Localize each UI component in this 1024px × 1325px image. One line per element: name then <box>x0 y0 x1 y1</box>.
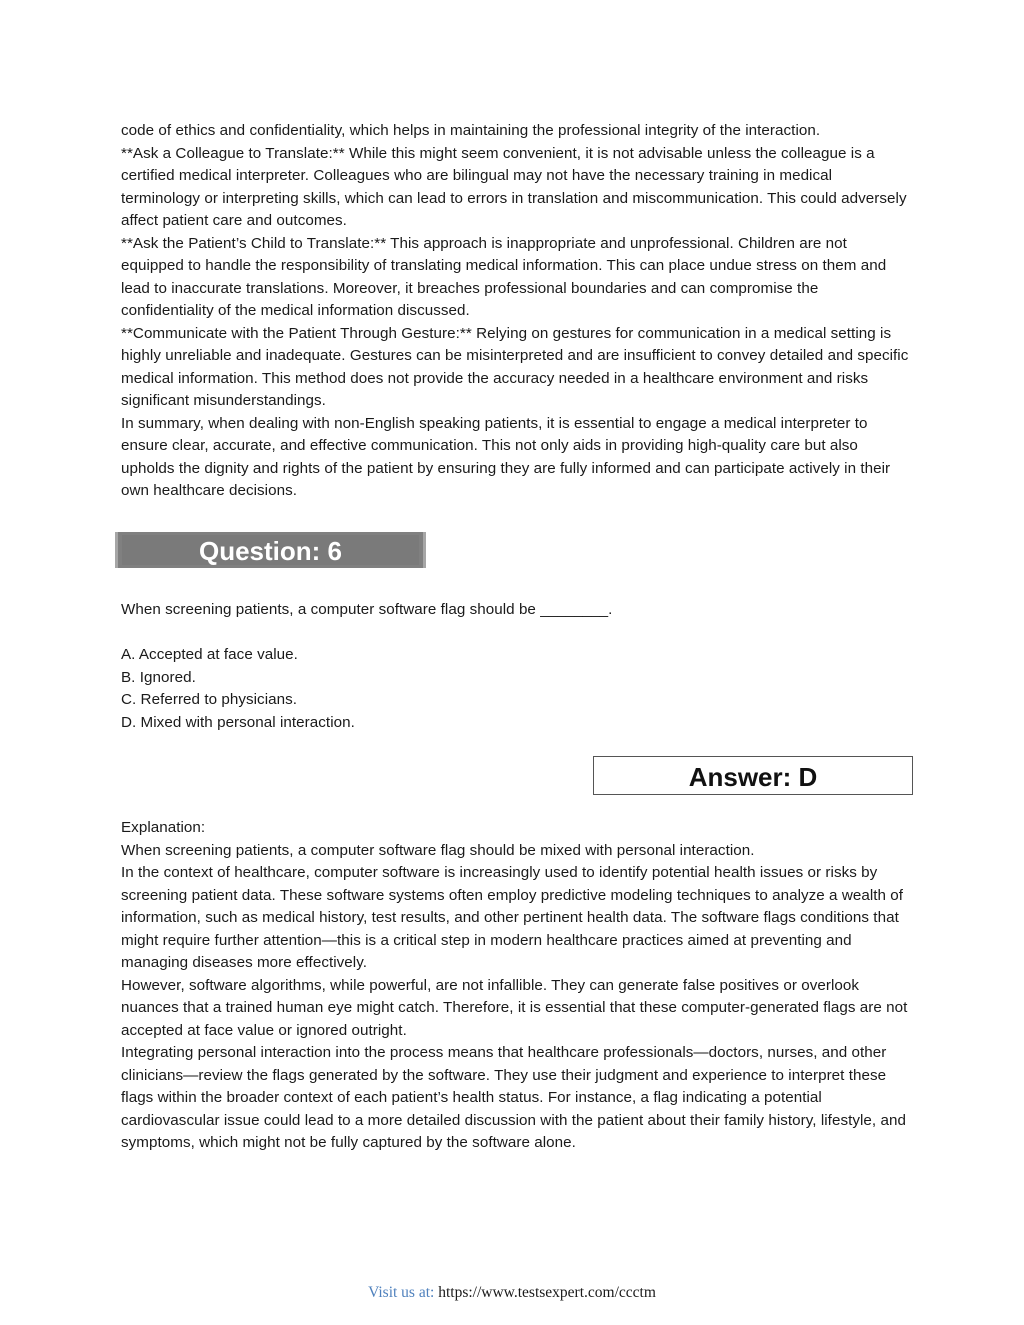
option-a: A. Accepted at face value. <box>121 646 298 663</box>
option-c: C. Referred to physicians. <box>121 691 298 708</box>
explanation-heading: Explanation: <box>121 819 206 836</box>
explanation-paragraph: Integrating personal interaction into the process means that healthcare professionals—doctors, nurses, and other clinicians—review the flags generated by the software. They use their judgment and experience to interpret these flags within the broader context of each patient’s health status. For instance, a flag indicating a potential cardiovascular issue could lead to a more detailed discussion with the patient about their family history, lifestyle, and symptoms, which might not be fully captured by the software alone. <box>121 1044 906 1151</box>
explanation-section <box>121 817 911 1155</box>
question-title: Question: 6 <box>198 536 342 566</box>
explanation-paragraph: When screening patients, a computer software flag should be mixed with personal interaction. <box>121 841 755 859</box>
explanation-paragraph: In the context of healthcare, computer software is increasingly used to identify potential health issues or risks by screening patient data. These software systems often employ predictive modeling techniques to analyze a wealth of information, such as medical history, test results, and other pertinent health data. The software flags conditions that might require further attention—this is a critical step in modern healthcare practices aimed at preventing and managing diseases more effectively. <box>121 864 904 971</box>
intro-paragraph: **Communicate with the Patient Through Gesture:** Relying on gestures for communication in a medical setting is highly unreliable and inadequate. Gestures can be misinterpreted and are insufficient to convey detailed and specific medical information. This method does not provide the accuracy needed in a healthcare environment and risks significant misunderstandings. <box>121 324 909 409</box>
question-stem-section <box>121 599 911 622</box>
intro-section <box>121 120 911 503</box>
question-stem: When screening patients, a computer software flag should be ________. <box>121 601 613 618</box>
answer-options <box>121 644 911 734</box>
explanation-paragraph: However, software algorithms, while powerful, are not infallible. They can generate false positives or overlook nuances that a trained human eye might catch. Therefore, it is essential that these computer-generated flags are not accepted at face value or ignored outright. <box>121 976 908 1039</box>
intro-paragraph: **Ask a Colleague to Translate:** While this might seem convenient, it is not advisable unless the colleague is a certified medical interpreter. Colleagues who are bilingual may not have the necessary training in medical terminology or interpreting skills, which can lead to errors in translation and miscommunication. This could adversely affect patient care and outcomes. <box>121 144 907 229</box>
option-d: D. Mixed with personal interaction. <box>121 713 355 731</box>
footer-label: Visit us at: <box>368 1284 439 1301</box>
intro-paragraph: code of ethics and confidentiality, which helps in maintaining the professional integrity of the interaction. <box>121 122 821 139</box>
intro-paragraph: In summary, when dealing with non-English speaking patients, it is essential to engage a medical interpreter to ensure clear, accurate, and effective communication. This not only aids in providing high-quality care but also upholds the dignity and rights of the patient by ensuring they are fully informed and can participate actively in their own healthcare decisions. <box>121 414 891 499</box>
answer-label: Answer: D <box>688 762 818 792</box>
page-footer <box>0 1284 1024 1302</box>
intro-paragraph: **Ask the Patient’s Child to Translate:** This approach is inappropriate and unprofessional. Children are not equipped to handle the responsibility of translating medical information. This can place undue stress on them and lead to inaccurate translations. Moreover, it breaches professional boundaries and can compromise the confidentiality of the medical information discussed. <box>121 234 887 319</box>
question-banner <box>115 532 426 568</box>
footer-url-link[interactable]: https://www.testsexpert.com/ccctm <box>438 1284 656 1301</box>
option-b: B. Ignored. <box>121 668 196 686</box>
answer-box <box>593 756 913 795</box>
